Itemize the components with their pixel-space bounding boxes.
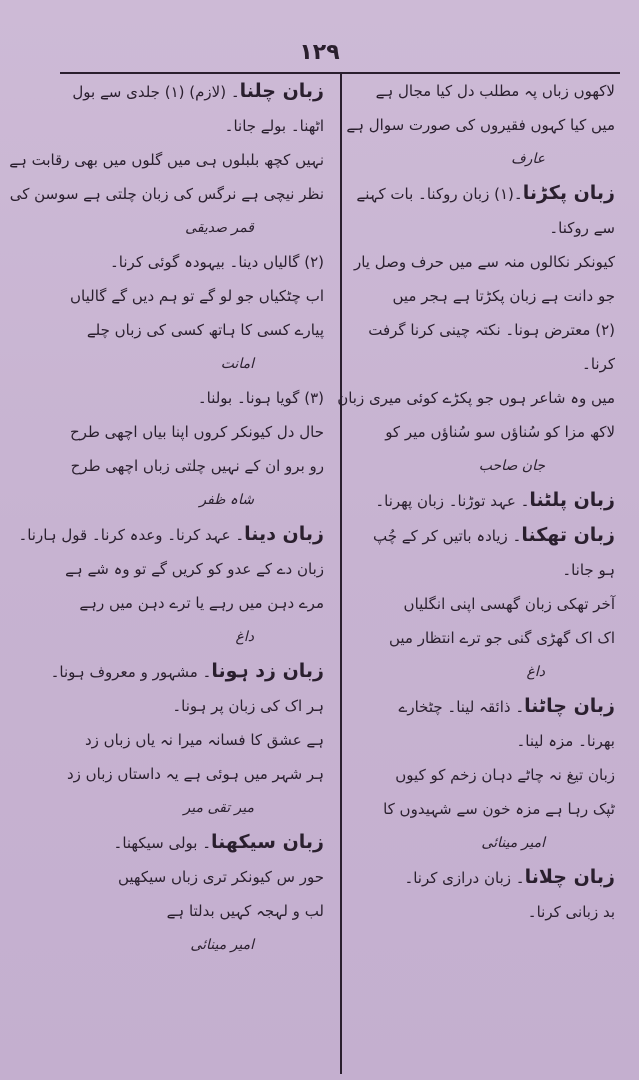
poet-name: امیر مینائی [481,835,545,851]
definition: ۔ مشہور و معروف ہونا۔ [50,663,212,681]
verse-line: میں کیا کہوں فقیروں کی صورت سوال ہے [346,116,615,134]
dictionary-entry [18,523,324,546]
headword: زبان سیکھنا [211,831,324,853]
verse-line: جو دانت ہے زبان پکڑتا ہے ہجر میں [392,287,615,305]
verse-line: زبان دے کے عدو کو کریں گے تو وہ شے ہے [65,560,324,578]
poet-name: عارف [511,151,545,167]
definition: ۔ ذائقہ لینا۔ چٹخارے [398,698,525,716]
headword: زبان پکڑنا [522,182,615,204]
headword: زبان چلنا [239,80,324,102]
definition: ۔ بولی سیکھنا۔ [113,834,212,852]
verse-line: لاکھوں زباں پہ مطلب دل کیا مجال ہے [375,82,615,100]
poet-name: داغ [526,664,545,680]
verse-line: میں وہ شاعر ہوں جو پکڑے کوئی میری زبان [337,389,615,407]
verse-line: حور س کیونکر تری زباں سیکھیں [117,868,324,886]
verse-line: نظر نیچی ہے نرگس کی زبان چلتی ہے سوسن کی [9,185,324,203]
headword: زبان پلٹنا [529,489,615,511]
dictionary-entry [325,489,615,512]
verse-line: اب چٹکیاں جو لو گے تو ہم دیں گے گالیاں [70,287,324,305]
verse-line: لاکھ مزا کو سُناؤں سو سُناؤں میر کو [385,423,615,441]
dictionary-entry [325,182,615,205]
definition: ۔ (لازم) (۱) جلدی سے بول [72,83,240,101]
headword: زبان دینا [244,523,324,545]
definition-line: کرنا۔ [582,355,615,373]
verse-line: پیارے کسی کا ہاتھ کسی کی زباں چلے [86,321,324,339]
poet-name: داغ [235,629,254,645]
definition-line: سے روکنا۔ [549,219,615,237]
dictionary-entry [54,80,324,103]
definition: ۔ زبان درازی کرنا۔ [404,869,525,887]
definition-line: ہو جانا۔ [562,561,615,579]
definition: ۔ عہد کرنا۔ وعدہ کرنا۔ قول ہارنا۔ [18,526,245,544]
headword: زبان زد ہونا [211,660,324,682]
poet-name: میر تقی میر [183,800,254,816]
poet-name: جان صاحب [478,458,545,474]
verse-line: زبان تیغ نہ چاٹے دہان زخم کو کیوں [395,766,615,784]
poet-name: امیر مینائی [190,937,254,953]
verse-line: رو برو ان کے نہیں چلتی زباں اچھی طرح [70,457,324,475]
dictionary-entry [325,695,615,718]
dictionary-entry [325,866,615,889]
definition-line: بھرنا۔ مزہ لینا۔ [516,732,615,750]
dictionary-entry [325,524,615,547]
definition-line: بد زبانی کرنا۔ [527,903,615,921]
headword: زبان تھکنا [521,524,615,546]
right-column [325,80,615,935]
page-number: ۱۲۹ [299,40,340,65]
verse-line: ٹپک رہا ہے مزہ خون سے شہیدوں کا [383,800,615,818]
verse-line: ہر شہر میں ہوئی ہے یہ داستاں زباں زد [66,765,324,783]
definition-line: اٹھنا۔ بولے جانا۔ [224,117,324,135]
verse-line: آخر تھکی زبان گھسی اپنی انگلیاں [403,595,615,613]
verse-line: حال دل کیونکر کروں اپنا بیاں اچھی طرح [69,423,324,441]
verse-line: اک اک گھڑی گنی جو ترے انتظار میں [388,629,615,647]
definition-line: ہر اک کی زبان پر ہونا۔ [172,697,324,715]
left-column [9,80,324,968]
definition: ۔ زیادہ باتیں کر کے چُپ [373,527,522,545]
verse-line: نہیں کچھ بلبلوں ہی میں گلوں میں بھی رقابت ہے [9,151,324,169]
poet-name: قمر صدیقی [185,220,254,236]
definition: ۔ عہد توڑنا۔ زبان پھرنا۔ [375,492,530,510]
definition: ۔(۱) زبان روکنا۔ بات کہنے [356,185,523,203]
verse-line: مرے دہن میں رہے یا ترے دہن میں رہے [79,594,324,612]
dictionary-entry [54,831,324,854]
poet-name: شاہ ظفر [199,492,254,508]
verse-line: ہے عشق کا فسانہ میرا نہ یاں زباں زد [84,731,324,749]
definition-line: (۳) گویا ہونا۔ بولنا۔ [197,389,324,407]
dictionary-entry [50,660,324,683]
headword: زبان چاٹنا [524,695,615,717]
definition-line: (۲) معترض ہونا۔ نکتہ چینی کرنا گرفت [368,321,615,339]
headword: زبان چلانا [524,866,615,888]
verse-line: کیونکر نکالوں منہ سے میں حرف وصل یار [353,253,615,271]
verse-line: لب و لہجہ کہیں بدلتا ہے [166,902,324,920]
poet-name: امانت [220,356,254,372]
definition-line: (۲) گالیاں دینا۔ بیہودہ گوئی کرنا۔ [110,253,324,271]
